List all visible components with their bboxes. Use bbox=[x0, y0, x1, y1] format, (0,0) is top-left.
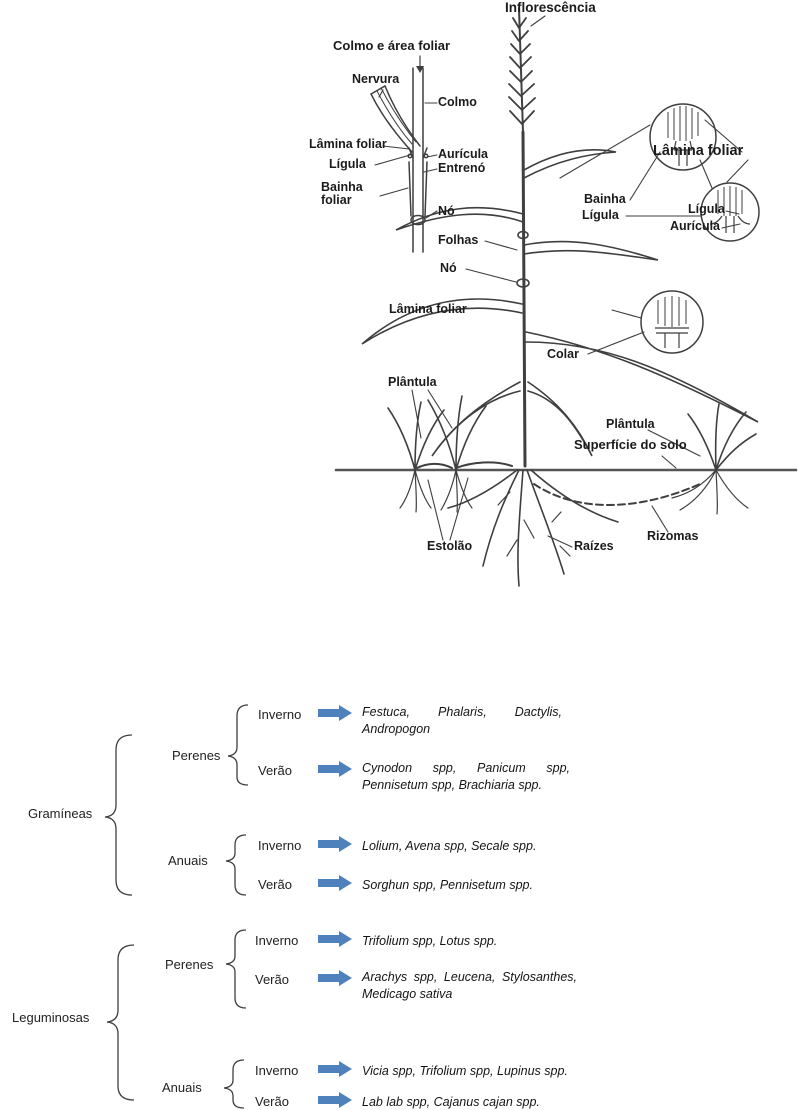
season-label: Verão bbox=[255, 1094, 289, 1109]
label-ligula-esq: Lígula bbox=[329, 157, 366, 171]
label-superficie-do-solo: Superfície do solo bbox=[574, 437, 687, 452]
species-list: Lolium, Avena spp, Secale spp. bbox=[362, 839, 537, 853]
brace-gramineas-perenes bbox=[228, 705, 248, 785]
label-lamina-foliar-dir: Lâmina foliar bbox=[653, 143, 744, 159]
brace-leguminosas-perenes bbox=[226, 930, 246, 1008]
flow-arrow-icon bbox=[318, 974, 339, 982]
season-label: Verão bbox=[255, 972, 289, 987]
brace-leguminosas bbox=[107, 945, 134, 1100]
label-folhas: Folhas bbox=[438, 233, 479, 247]
type-label-gramineas-anuais: Anuais bbox=[168, 853, 208, 868]
grass-plant-illustration bbox=[336, 8, 796, 586]
species-list: Festuca, Phalaris, Dactylis, Andropogon bbox=[362, 705, 562, 736]
type-label-leguminosas-perenes: Perenes bbox=[165, 957, 214, 972]
label-ligula-dir: Lígula bbox=[582, 208, 619, 222]
label-entreno: Entrenó bbox=[438, 161, 486, 175]
tree-braces bbox=[105, 705, 248, 1108]
flow-arrow-icon bbox=[318, 1065, 339, 1073]
group-label-leguminosas: Leguminosas bbox=[12, 1010, 90, 1025]
label-plantula-dir: Plântula bbox=[606, 417, 655, 431]
label-estolao: Estolão bbox=[427, 539, 473, 553]
label-rizomas: Rizomas bbox=[647, 529, 699, 543]
season-label: Inverno bbox=[255, 933, 299, 948]
label-auricula-esq: Aurícula bbox=[438, 147, 489, 161]
species-list: Cynodon spp, Panicum spp, Pennisetum spp, Brachiaria spp. bbox=[362, 761, 570, 792]
label-bainha-dir: Bainha bbox=[584, 192, 626, 206]
season-label: Inverno bbox=[258, 838, 302, 853]
label-lamina-foliar-esq: Lâmina foliar bbox=[309, 137, 387, 151]
group-label-gramineas: Gramíneas bbox=[28, 806, 93, 821]
type-label-leguminosas-anuais: Anuais bbox=[162, 1080, 202, 1095]
species-list: Vicia spp, Trifolium spp, Lupinus spp. bbox=[362, 1064, 568, 1078]
season-label: Inverno bbox=[255, 1063, 299, 1078]
flow-arrow-icon bbox=[318, 1096, 339, 1104]
species-list: Trifolium spp, Lotus spp. bbox=[362, 934, 498, 948]
label-bainha-foliar: Bainha foliar bbox=[321, 180, 363, 207]
label-no-caule: Nó bbox=[440, 261, 457, 275]
brace-gramineas bbox=[105, 735, 132, 895]
flow-arrow-icon bbox=[318, 879, 339, 887]
label-no-esq: Nó bbox=[438, 204, 455, 218]
brace-gramineas-anuais bbox=[226, 835, 246, 895]
flow-arrow-icon bbox=[318, 935, 339, 943]
label-colmo: Colmo bbox=[438, 95, 477, 109]
species-list: Sorghun spp, Pennisetum spp. bbox=[362, 878, 533, 892]
label-nervura: Nervura bbox=[352, 72, 400, 86]
label-plantula-esq: Plântula bbox=[388, 375, 437, 389]
flow-arrow-icon bbox=[318, 765, 339, 773]
label-colar: Colar bbox=[547, 347, 579, 361]
label-raizes: Raízes bbox=[574, 539, 614, 553]
label-auricula-detalhe: Aurícula bbox=[670, 219, 721, 233]
brace-leguminosas-anuais bbox=[224, 1060, 244, 1108]
species-list: Arachys spp, Leucena, Stylosanthes, Medicago sativa bbox=[362, 970, 577, 1001]
species-list: Lab lab spp, Cajanus cajan spp. bbox=[362, 1095, 540, 1109]
label-inflorescencia: Inflorescência bbox=[505, 0, 596, 15]
flow-arrow-icon bbox=[318, 709, 339, 717]
label-colmo-e-area-foliar: Colmo e área foliar bbox=[333, 38, 451, 53]
season-label: Inverno bbox=[258, 707, 302, 722]
label-lamina-foliar-caule: Lâmina foliar bbox=[389, 302, 467, 316]
label-ligula-detalhe: Lígula bbox=[688, 202, 725, 216]
season-label: Verão bbox=[258, 763, 292, 778]
season-label: Verão bbox=[258, 877, 292, 892]
flow-arrow-icon bbox=[318, 840, 339, 848]
type-label-gramineas-perenes: Perenes bbox=[172, 748, 221, 763]
leader-lines bbox=[375, 16, 748, 547]
